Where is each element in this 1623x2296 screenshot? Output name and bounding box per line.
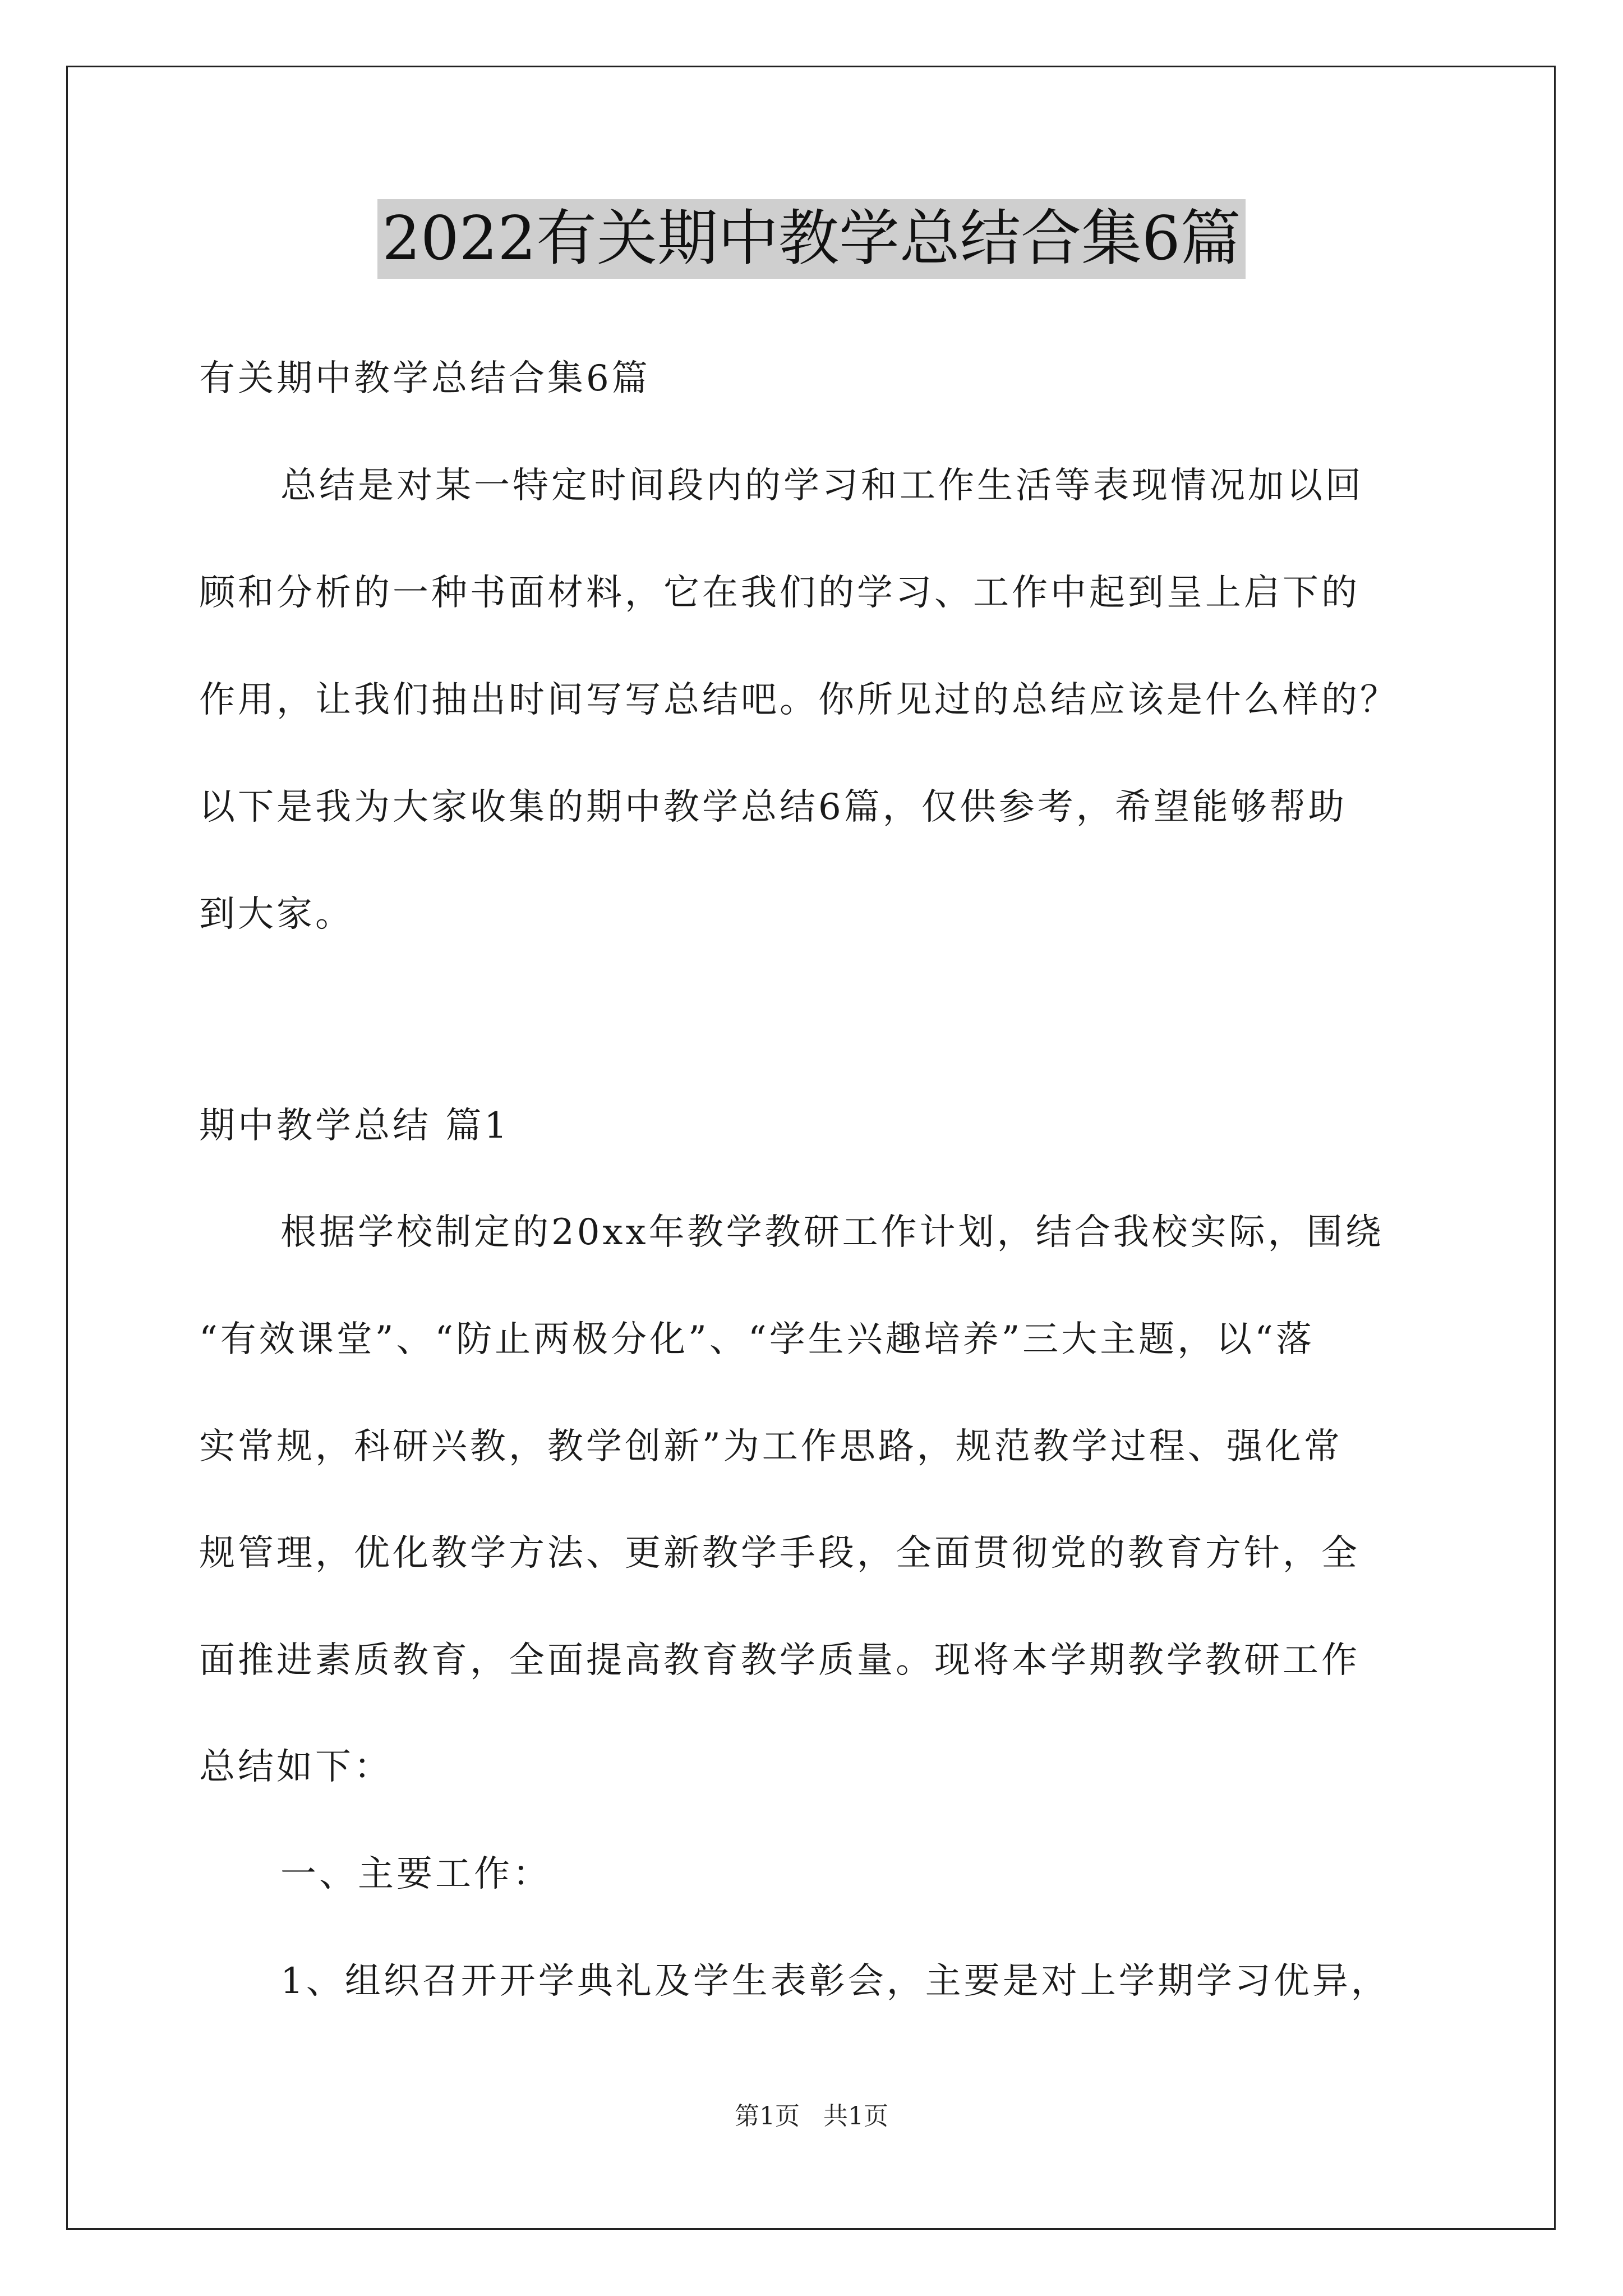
page-number-total: 共1页 [823,2102,888,2131]
page-footer [0,2101,1623,2132]
intro-line-5: 到大家。 [199,894,354,935]
document-title-wrap [0,199,1623,279]
section-line-6: 总结如下： [199,1746,393,1788]
section-line-4: 规管理，优化教学方法、更新教学手段，全面贯彻党的教育方针，全 [199,1533,1360,1574]
page-number-current: 第1页 [735,2102,800,2131]
item-1: 1、组织召开开学典礼及学生表彰会，主要是对上学期学习优异， [280,1961,1390,2002]
section-line-3: 实常规，科研兴教，教学创新”为工作思路，规范教学过程、强化常 [199,1426,1343,1467]
section-line-5: 面推进素质教育，全面提高教育教学质量。现将本学期教学教研工作 [199,1640,1360,1681]
subheading: 一、主要工作： [280,1853,551,1895]
document-subtitle: 有关期中教学总结合集6篇 [199,358,651,399]
section-heading: 期中教学总结 篇1 [199,1105,510,1147]
section-line-1: 根据学校制定的20xx年教学教研工作计划，结合我校实际，围绕 [280,1212,1384,1253]
intro-line-3: 作用，让我们抽出时间写写总结吧。你所见过的总结应该是什么样的？ [199,679,1399,721]
document-title: 2022有关期中教学总结合集6篇 [377,199,1246,279]
intro-line-1: 总结是对某一特定时间段内的学习和工作生活等表现情况加以回 [280,465,1364,507]
section-line-2: “有效课堂”、“防止两极分化”、“学生兴趣培养”三大主题，以“落 [199,1319,1315,1360]
intro-line-2: 顾和分析的一种书面材料，它在我们的学习、工作中起到呈上启下的 [199,572,1360,614]
intro-line-4: 以下是我为大家收集的期中教学总结6篇，仅供参考，希望能够帮助 [199,786,1347,828]
